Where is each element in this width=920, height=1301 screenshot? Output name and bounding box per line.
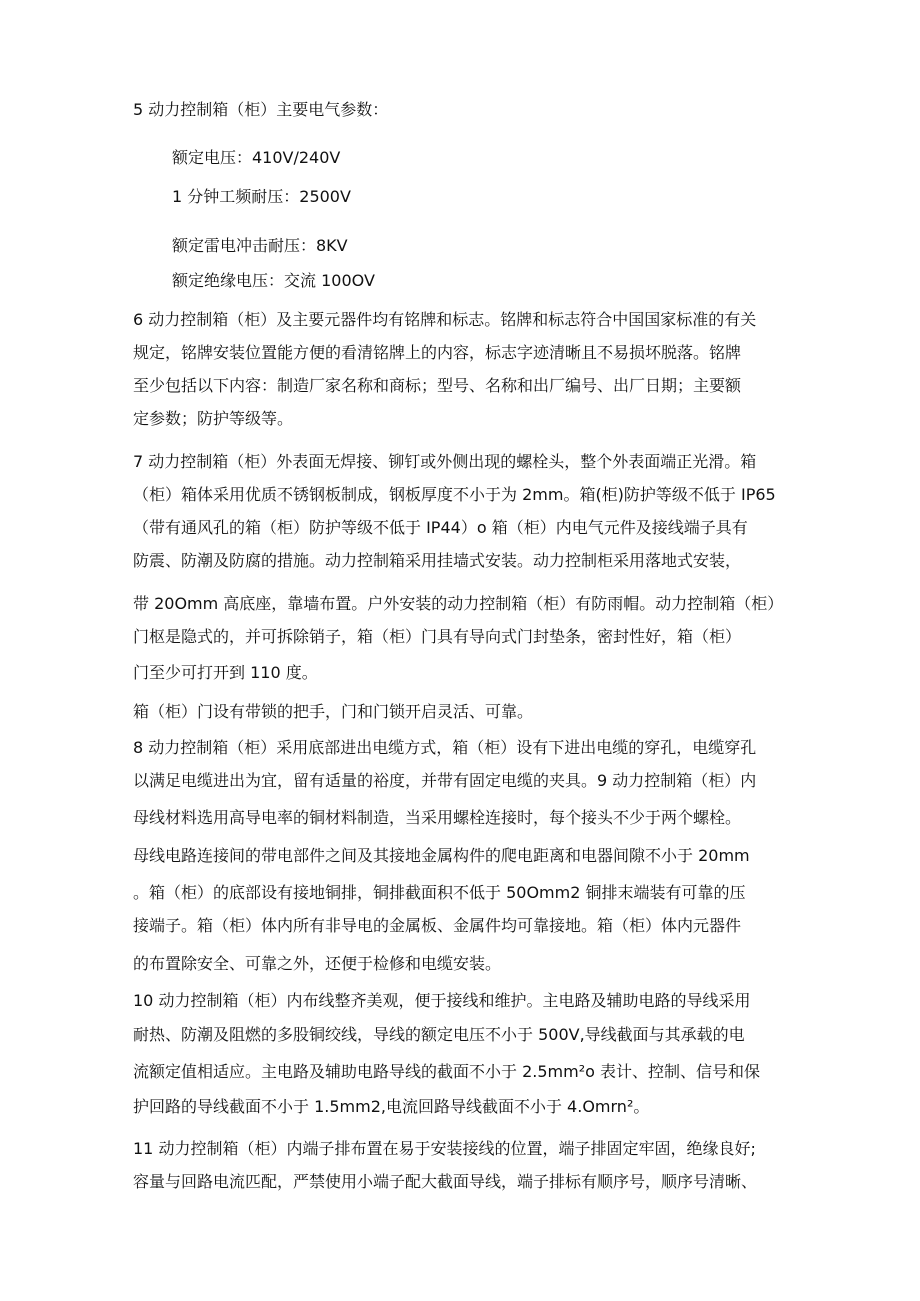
paragraph-9-line-2: 母线电路连接间的带电部件之间及其接地金属构件的爬电距离和电器间隙不小于 20mm	[133, 846, 750, 865]
paragraph-9-line-1: 母线材料选用高导电率的铜材料制造，当采用螺栓连接时，每个接头不少于两个螺栓。	[133, 808, 742, 827]
paragraph-10-line-3: 流额定值相适应。主电路及辅助电路导线的截面不小于 2.5mm²o 表计、控制、信号和保	[133, 1062, 760, 1081]
paragraph-door-lock: 箱（柜）门设有带锁的把手，门和门锁开启灵活、可靠。	[133, 702, 534, 721]
param-rated-insulation-voltage: 额定绝缘电压：交流 100OV	[172, 271, 375, 290]
paragraph-9-line-4: 接端子。箱（柜）体内所有非导电的金属板、金属件均可靠接地。箱（柜）体内元器件	[133, 916, 742, 935]
paragraph-7-line-2: （柜）箱体采用优质不锈钢板制成，钢板厚度不小于为 2mm。箱(柜)防护等级不低于 IP65	[133, 485, 776, 504]
paragraph-10-line-1: 10 动力控制箱（柜）内布线整齐美观，便于接线和维护。主电路及辅助电路的导线采用	[133, 991, 751, 1010]
paragraph-11-line-1: 11 动力控制箱（柜）内端子排布置在易于安装接线的位置，端子排固定牢固，绝缘良好;	[133, 1139, 756, 1158]
paragraph-6-line-3: 至少包括以下内容：制造厂家名称和商标；型号、名称和出厂编号、出厂日期；主要额	[133, 376, 742, 395]
paragraph-6-line-4: 定参数；防护等级等。	[133, 409, 294, 428]
paragraph-7-line-5: 带 20Omm 高底座，靠墙布置。户外安装的动力控制箱（柜）有防雨帽。动力控制箱（柜）	[133, 594, 784, 613]
paragraph-6-line-1: 6 动力控制箱（柜）及主要元器件均有铭牌和标志。铭牌和标志符合中国国家标准的有关	[133, 310, 757, 329]
param-power-frequency-withstand: 1 分钟工频耐压：2500V	[172, 187, 351, 206]
paragraph-7-line-1: 7 动力控制箱（柜）外表面无焊接、铆钉或外侧出现的螺栓头，整个外表面端正光滑。箱	[133, 452, 757, 471]
param-rated-voltage: 额定电压：410V/240V	[172, 148, 341, 167]
paragraph-11-line-2: 容量与回路电流匹配，严禁使用小端子配大截面导线，端子排标有顺序号，顺序号清晰、	[133, 1172, 758, 1191]
paragraph-7-line-6: 门枢是隐式的，并可拆除销子，箱（柜）门具有导向式门封垫条，密封性好，箱（柜）	[133, 627, 742, 646]
section-heading-5: 5 动力控制箱（柜）主要电气参数：	[133, 100, 389, 119]
paragraph-8-line-2: 以满足电缆进出为宜，留有适量的裕度，并带有固定电缆的夹具。9 动力控制箱（柜）内	[133, 771, 757, 790]
paragraph-8-line-1: 8 动力控制箱（柜）采用底部进出电缆方式，箱（柜）设有下进出电缆的穿孔，电缆穿孔	[133, 738, 757, 757]
paragraph-7-line-3: （带有通风孔的箱（柜）防护等级不低于 IP44）o 箱（柜）内电气元件及接线端子具有	[133, 518, 748, 537]
paragraph-9-line-5: 的布置除安全、可靠之外，还便于检修和电缆安装。	[133, 954, 502, 973]
paragraph-10-line-4: 护回路的导线截面不小于 1.5mm2,电流回路导线截面不小于 4.Omrn²。	[133, 1097, 650, 1116]
paragraph-10-line-2: 耐热、防潮及阻燃的多股铜绞线，导线的额定电压不小于 500V,导线截面与其承载的电	[133, 1025, 745, 1044]
paragraph-6-line-2: 规定，铭牌安装位置能方便的看清铭牌上的内容，标志字迹清晰且不易损坏脱落。铭牌	[133, 343, 742, 362]
paragraph-9-line-3: 。箱（柜）的底部设有接地铜排，铜排截面积不低于 50Omm2 铜排末端装有可靠的压	[133, 883, 746, 902]
param-lightning-impulse-withstand: 额定雷电冲击耐压：8KV	[172, 236, 348, 255]
paragraph-7-line-4: 防震、防潮及防腐的措施。动力控制箱采用挂墙式安装。动力控制柜采用落地式安装，	[133, 551, 742, 570]
paragraph-7-line-7: 门至少可打开到 110 度。	[133, 663, 318, 682]
